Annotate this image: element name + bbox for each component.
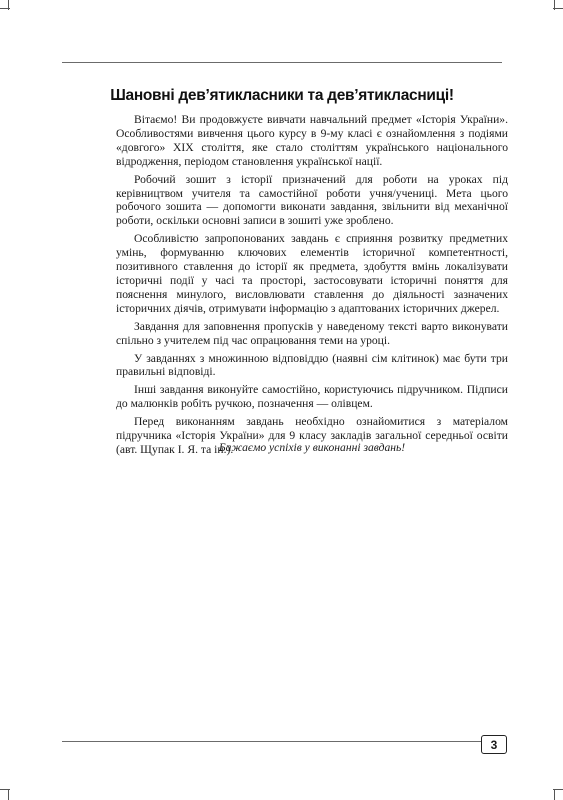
bottom-rule: [62, 741, 502, 742]
crop-mark: [554, 790, 555, 800]
paragraph: Перед виконанням завдань необхідно ознайомитися з матеріалом підручника «Історія України» для 9 класу закладів загальної середньої освіти (авт. Щупак І. Я. та ін.).: [116, 415, 508, 456]
crop-mark: [554, 0, 555, 10]
top-rule: [62, 62, 502, 63]
paragraph: Інші завдання виконуйте самостійно, користуючись підручником. Підписи до малюнків робіть ручкою, позначення — олівцем.: [116, 383, 508, 411]
page-number: 3: [481, 735, 507, 754]
paragraph: У завданнях з множинною відповіддю (наявні сім клітинок) має бути три правильні відповіді.: [116, 351, 508, 379]
crop-mark: [8, 790, 9, 800]
paragraph: Особливістю запропонованих завдань є сприяння розвитку предметних умінь, формуванню ключових елементів історичної компетентності, позитивного ставлення до історії як предмета, здобуття вмінь локалізувати історичні події у часі та просторі, застосовувати історичні поняття для пояснення минулого, висловлювати ставлення до діяльності зазначених історичних діячів, отримувати інформацію з адаптованих історичних джерел.: [116, 232, 508, 315]
paragraph: Завдання для заповнення пропусків у наведеному тексті варто виконувати спільно з учителем під час опрацювання теми на уроці.: [116, 319, 508, 347]
closing-wish: Бажаємо успіхів у виконанні завдань!: [218, 441, 406, 454]
crop-mark: [8, 0, 9, 10]
intro-text: [116, 113, 508, 461]
paragraph: Робочий зошит з історії призначений для роботи на уроках під керівництвом учителя та самостійної роботи учня/учениці. Мета цього робочого зошита — допомогти виконати завдання, звільнити від механічної роботи, оскільки основні записи в зошиті уже зроблено.: [116, 172, 508, 228]
paragraph: Вітаємо! Ви продовжуєте вивчати навчальний предмет «Історія України». Особливостями вивчення цього курсу в 9-му класі є ознайомлення з подіями «довгого» XIX століття, яке стало століттям українського національного відродження, періодом становлення української нації.: [116, 113, 508, 168]
page-heading: Шановні дев’ятикласники та дев’ятикласниці!: [110, 87, 454, 104]
